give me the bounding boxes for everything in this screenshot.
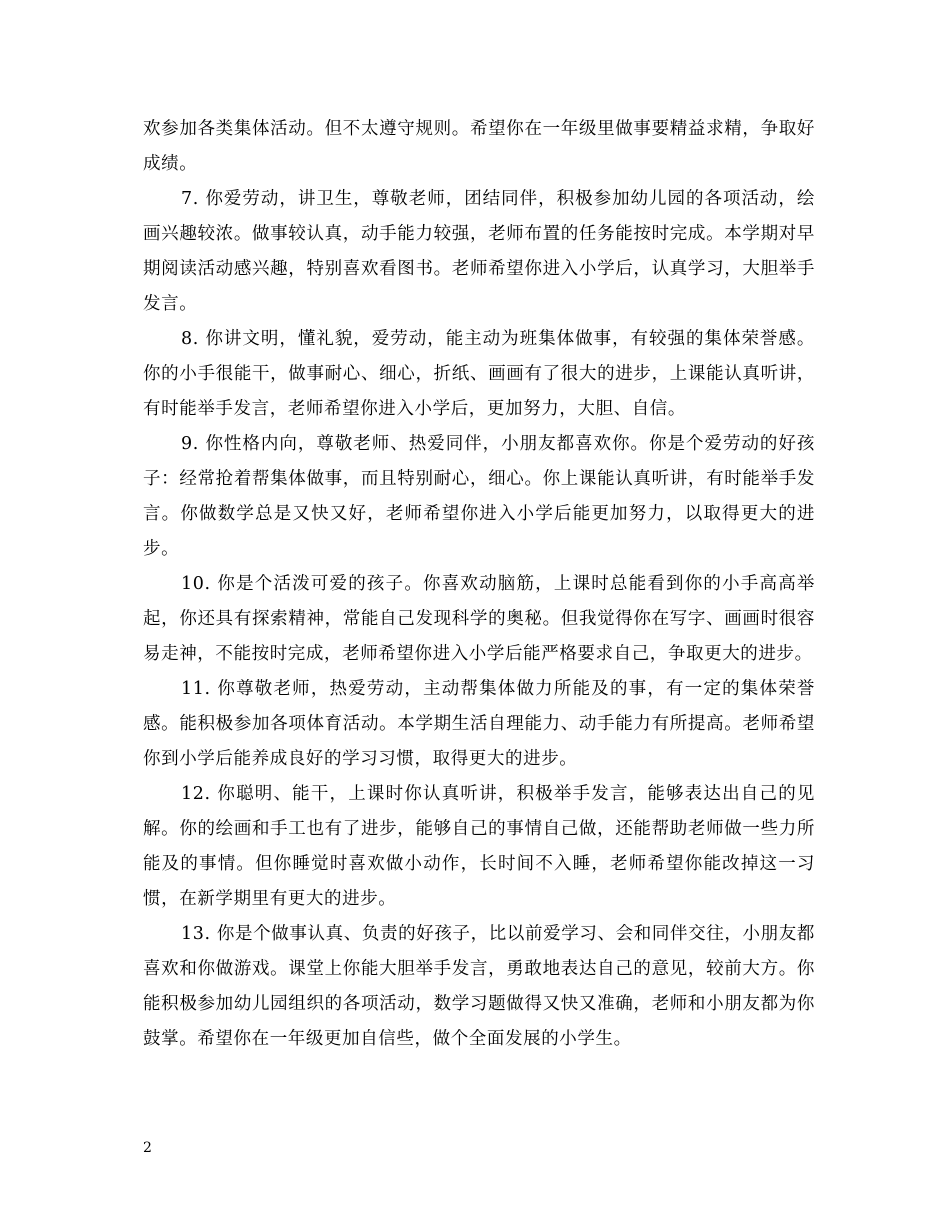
comment-item-11: 11. 你尊敬老师，热爱劳动，主动帮集体做力所能及的事，有一定的集体荣誉感。能积极参加各项体育活动。本学期生活自理能力、动手能力有所提高。老师希望你到小学后能养成良好的学习习惯，取得更大的进步。 [143,679,815,769]
comment-item-8: 8. 你讲文明，懂礼貌，爱劳动，能主动为班集体做事，有较强的集体荣誉感。你的小手很能干，做事耐心、细心，折纸、画画有了很大的进步，上课能认真听讲，有时能举手发言，老师希望你进入小学后，更加努力，大胆、自信。 [143,329,815,419]
paragraph-continuation: 欢参加各类集体活动。但不太遵守规则。希望你在一年级里做事要精益求精，争取好成绩。 [143,119,815,174]
comment-item-7: 7. 你爱劳动，讲卫生，尊敬老师，团结同伴，积极参加幼儿园的各项活动，绘画兴趣较浓。做事较认真，动手能力较强，老师布置的任务能按时完成。本学期对早期阅读活动感兴趣，特别喜欢看图书。老师希望你进入小学后，认真学习，大胆举手发言。 [143,189,815,314]
comment-item-13: 13. 你是个做事认真、负责的好孩子，比以前爱学习、会和同伴交往，小朋友都喜欢和你做游戏。课堂上你能大胆举手发言，勇敢地表达自己的意见，较前大方。你能积极参加幼儿园组织的各项活动，数学习题做得又快又准确，老师和小朋友都为你鼓掌。希望你在一年级更加自信些，做个全面发展的小学生。 [143,924,815,1049]
comment-item-10: 10. 你是个活泼可爱的孩子。你喜欢动脑筋，上课时总能看到你的小手高高举起，你还具有探索精神，常能自己发现科学的奥秘。但我觉得你在写字、画画时很容易走神，不能按时完成，老师希望你进入小学后能严格要求自己，争取更大的进步。 [143,574,815,664]
document-body [143,112,815,1057]
comment-item-9: 9. 你性格内向，尊敬老师、热爱同伴，小朋友都喜欢你。你是个爱劳动的好孩子：经常抢着帮集体做事，而且特别耐心，细心。你上课能认真听讲，有时能举手发言。你做数学总是又快又好，老师希望你进入小学后能更加努力，以取得更大的进步。 [143,434,815,559]
comment-item-12: 12. 你聪明、能干，上课时你认真听讲，积极举手发言，能够表达出自己的见解。你的绘画和手工也有了进步，能够自己的事情自己做，还能帮助老师做一些力所能及的事情。但你睡觉时喜欢做小动作，长时间不入睡，老师希望你能改掉这一习惯，在新学期里有更大的进步。 [143,784,815,909]
page-number: 2 [143,1140,152,1156]
